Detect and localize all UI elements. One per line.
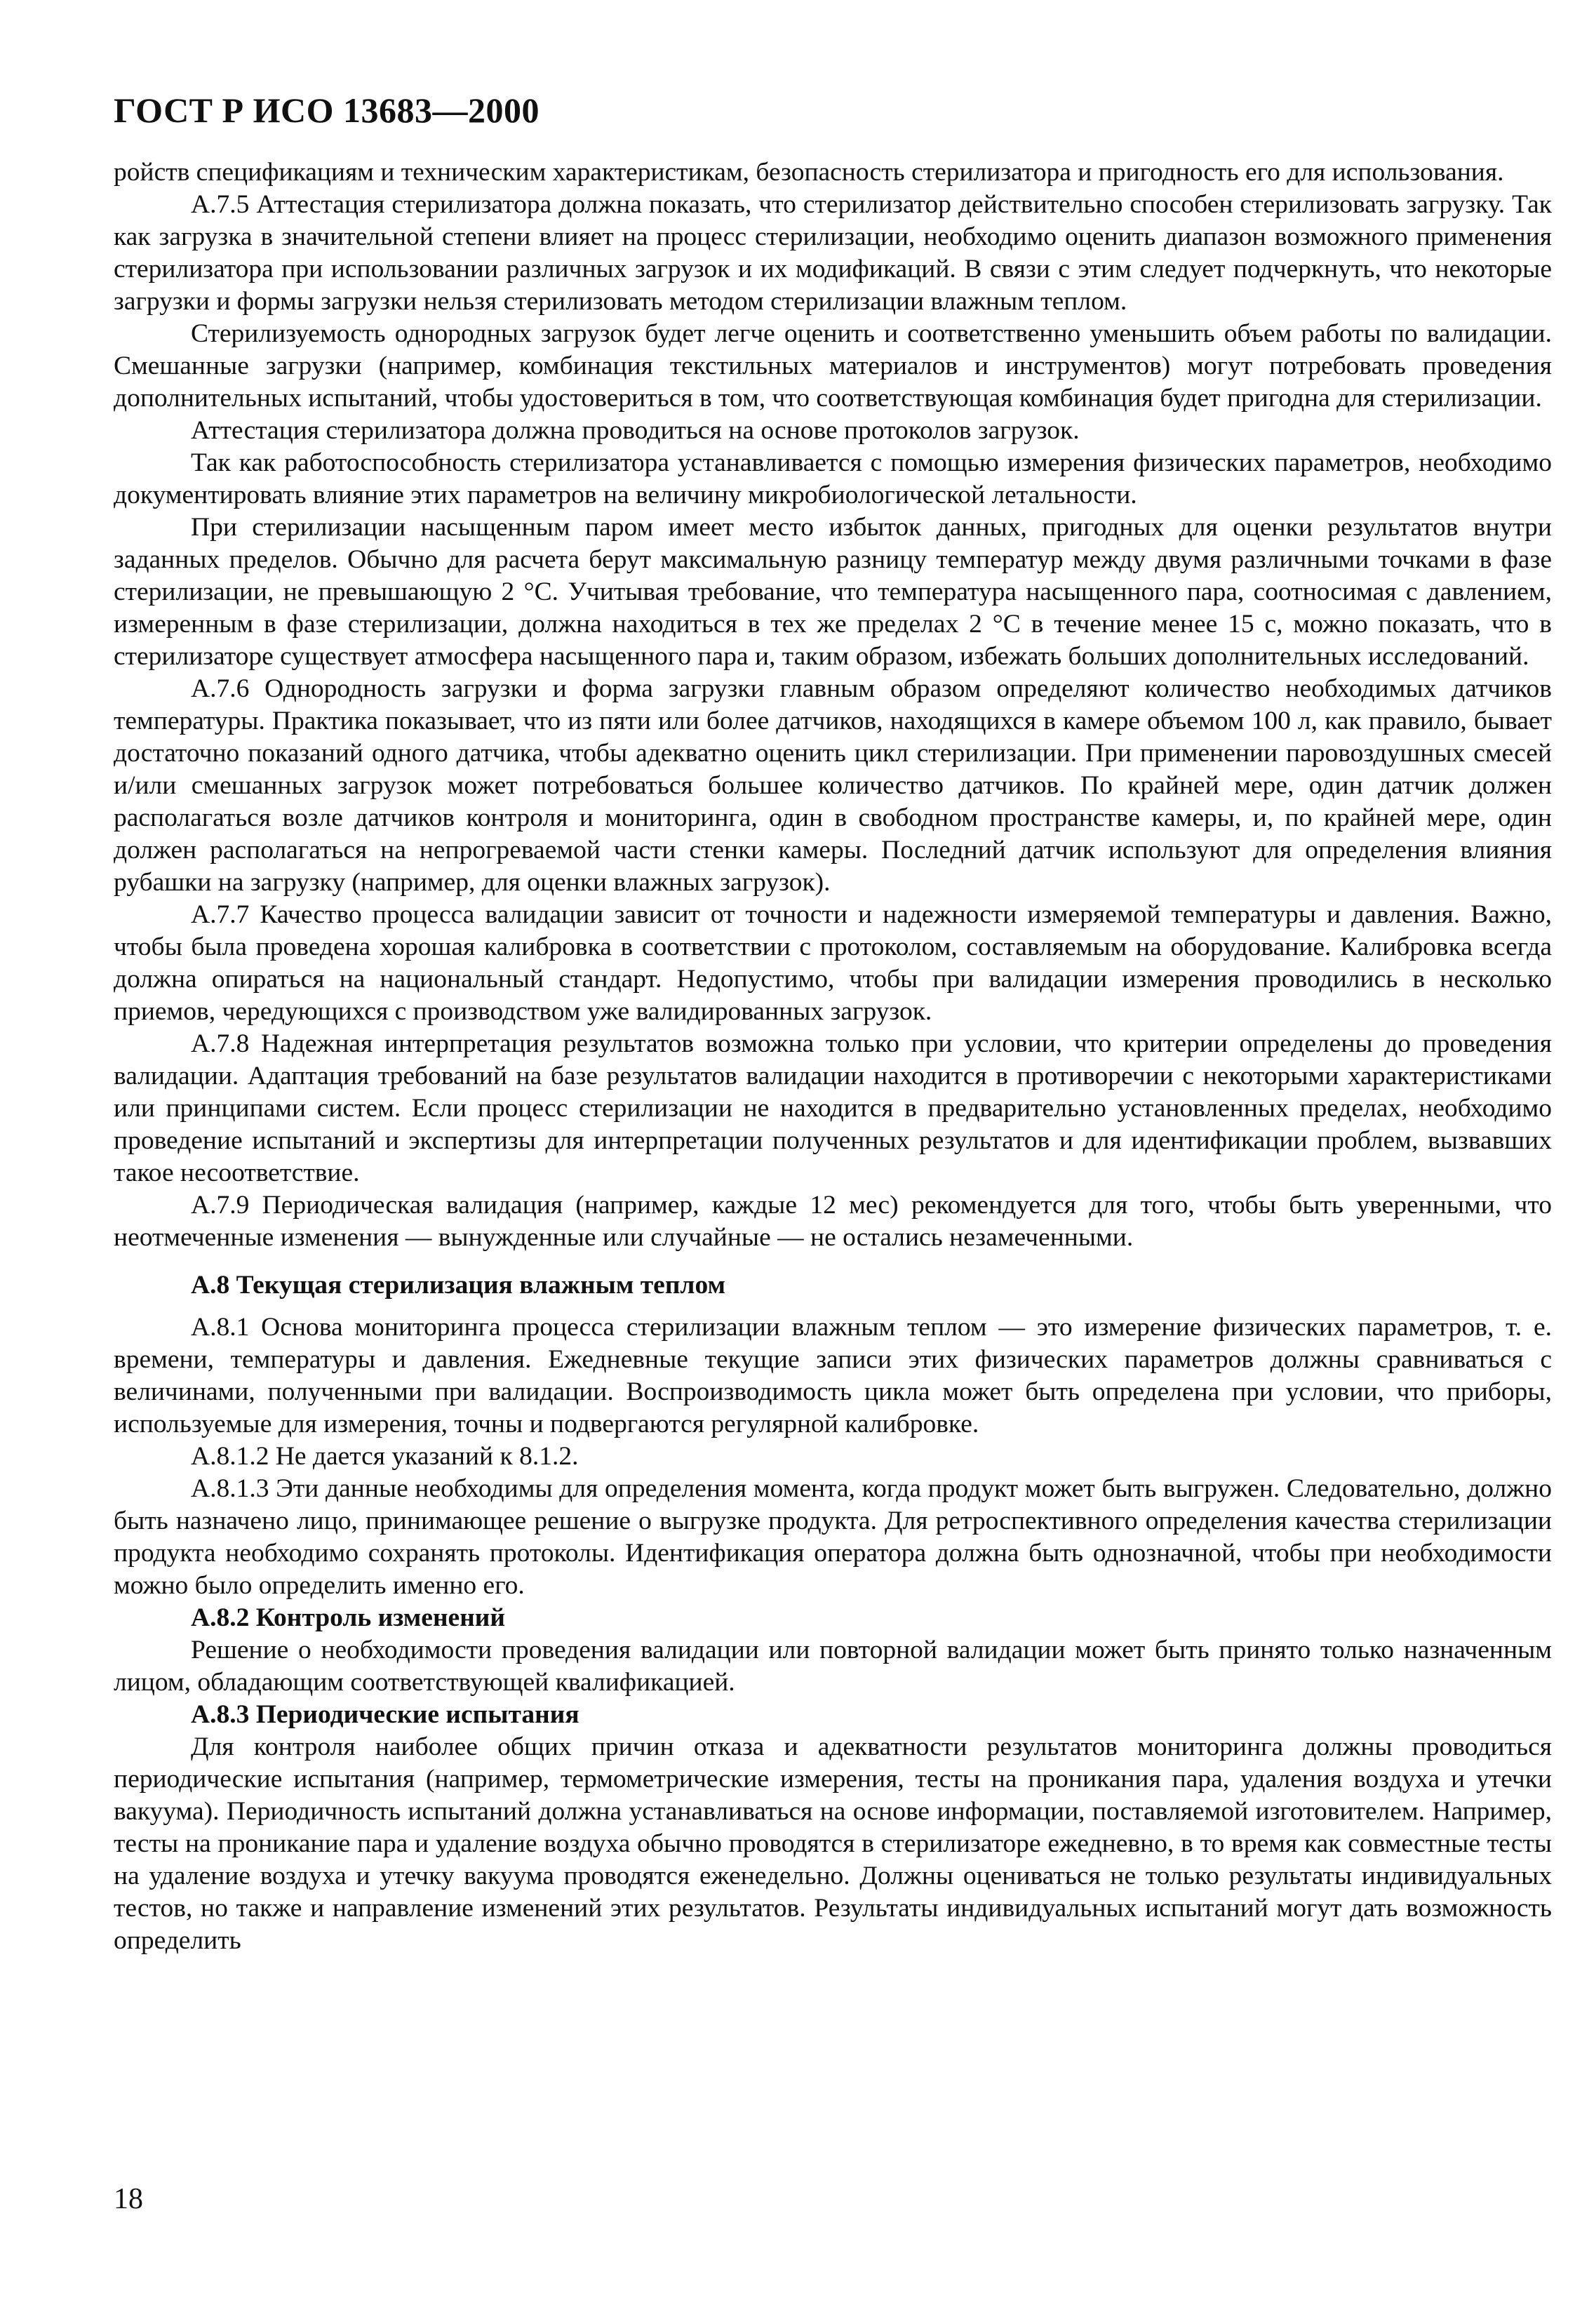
paragraph-a812: А.8.1.2 Не дается указаний к 8.1.2.: [191, 1442, 579, 1471]
paragraph-a81: А.8.1 Основа мониторинга процесса стерилизации влажным теплом — это измерение физических параметров, т. е. времени, температуры и давления. Ежедневные текущие записи этих физических параметров должны сравниваться с величинами, полученными при валидации. Воспроизводимость цикла может быть определена при условии, что приборы, используемые для измерения, точны и подвергаются регулярной калибровке.: [114, 1313, 1552, 1438]
section-heading-a82: А.8.2 Контроль изменений: [191, 1603, 506, 1632]
paragraph-a77: А.7.7 Качество процесса валидации зависит от точности и надежности измеряемой температуры и давления. Важно, чтобы была проведена хорошая калибровка в соответствии с протоколом, составляемым на оборудование. Калибровка всегда должна опираться на национальный стандарт. Недопустимо, чтобы при валидации измерения проводились в несколько приемов, чередующихся с производством уже валидированных загрузок.: [114, 900, 1552, 1026]
paragraph: Аттестация стерилизатора должна проводиться на основе протоколов загрузок.: [191, 416, 1080, 445]
paragraph-a79: А.7.9 Периодическая валидация (например, каждые 12 мес) рекомендуется для того, чтобы быть уверенными, что неотмеченные изменения — вынужденные или случайные — не остались незамеченными.: [114, 1191, 1552, 1252]
document-page: [114, 91, 1552, 1957]
paragraph-a78: А.7.8 Надежная интерпретация результатов возможна только при условии, что критерии определены до проведения валидации. Адаптация требований на базе результатов валидации находится в противоречии с некоторыми характеристиками или принципами систем. Если процесс стерилизации не находится в предварительно установленных пределах, необходимо проведение испытаний и экспертизы для интерпретации полученных результатов и для идентификации проблем, вызвавших такое несоответствие.: [114, 1029, 1552, 1187]
paragraph-a76: А.7.6 Однородность загрузки и форма загрузки главным образом определяют количество необходимых датчиков температуры. Практика показывает, что из пяти или более датчиков, находящихся в камере объемом 100 л, как правило, бывает достаточно показаний одного датчика, чтобы адекватно оценить цикл стерилизации. При применении паровоздушных смесей и/или смешанных загрузок может потребоваться большее количество датчиков. По крайней мере, один датчик должен располагаться возле датчиков контроля и мониторинга, один в свободном пространстве камеры, и, по крайней мере, один должен располагаться на непрогреваемой части стенки камеры. Последний датчик используют для определения влияния рубашки на загрузку (например, для оценки влажных загрузок).: [114, 674, 1552, 897]
paragraph: Стерилизуемость однородных загрузок будет легче оценить и соответственно уменьшить объем работы по валидации. Смешанные загрузки (например, комбинация текстильных материалов и инструментов) могут потребовать проведения дополнительных испытаний, чтобы удостовериться в том, что соответствующая комбинация будет пригодна для стерилизации.: [114, 319, 1552, 413]
standard-code-header: ГОСТ Р ИСО 13683—2000: [114, 91, 539, 130]
body-text: [114, 156, 1552, 1957]
paragraph: Так как работоспособность стерилизатора устанавливается с помощью измерения физических параметров, необходимо документировать влияние этих параметров на величину микробиологической летальности.: [114, 448, 1552, 509]
paragraph: При стерилизации насыщенным паром имеет место избыток данных, пригодных для оценки результатов внутри заданных пределов. Обычно для расчета берут максимальную разницу температур между двумя различными точками в фазе стерилизации, не превышающую 2 °С. Учитывая требование, что температура насыщенного пара, соотносимая с давлением, измеренным в фазе стерилизации, должна находиться в тех же пределах 2 °С в течение менее 15 с, можно показать, что в стерилизаторе существует атмосфера насыщенного пара и, таким образом, избежать больших дополнительных исследований.: [114, 513, 1552, 671]
section-heading-a8: А.8 Текущая стерилизация влажным теплом: [191, 1271, 726, 1300]
section-heading-a83: А.8.3 Периодические испытания: [191, 1700, 579, 1729]
paragraph-a813: А.8.1.3 Эти данные необходимы для определения момента, когда продукт может быть выгружен. Следовательно, должно быть назначено лицо, принимающее решение о выгрузке продукта. Для ретроспективного определения качества стерилизации продукта необходимо сохранять протоколы. Идентификация оператора должна быть однозначной, чтобы при необходимости можно было определить именно его.: [114, 1474, 1552, 1600]
paragraph-a82: Решение о необходимости проведения валидации или повторной валидации может быть принято только назначенным лицом, обладающим соответствующей квалификацией.: [114, 1636, 1552, 1697]
paragraph-a75: А.7.5 Аттестация стерилизатора должна показать, что стерилизатор действительно способен стерилизовать загрузку. Так как загрузка в значительной степени влияет на процесс стерилизации, необходимо оценить диапазон возможного применения стерилизатора при использовании различных загрузок и их модификаций. В связи с этим следует подчеркнуть, что некоторые загрузки и формы загрузки нельзя стерилизовать методом стерилизации влажным теплом.: [114, 190, 1552, 316]
paragraph-a83: Для контроля наиболее общих причин отказа и адекватности результатов мониторинга должны проводиться периодические испытания (например, термометрические измерения, тесты на проникания пара, удаления воздуха и утечки вакуума). Периодичность испытаний должна устанавливаться на основе информации, поставляемой изготовителем. Например, тесты на проникание пара и удаление воздуха обычно проводятся в стерилизаторе ежедневно, в то время как совместные тесты на удаление воздуха и утечку вакуума проводятся еженедельно. Должны оцениваться не только результаты индивидуальных тестов, но также и направление изменений этих результатов. Результаты индивидуальных испытаний могут дать возможность определить: [114, 1732, 1552, 1955]
paragraph: ройств спецификациям и техническим характеристикам, безопасность стерилизатора и пригодность его для использования.: [114, 158, 1504, 187]
page-number: 18: [114, 2183, 143, 2215]
